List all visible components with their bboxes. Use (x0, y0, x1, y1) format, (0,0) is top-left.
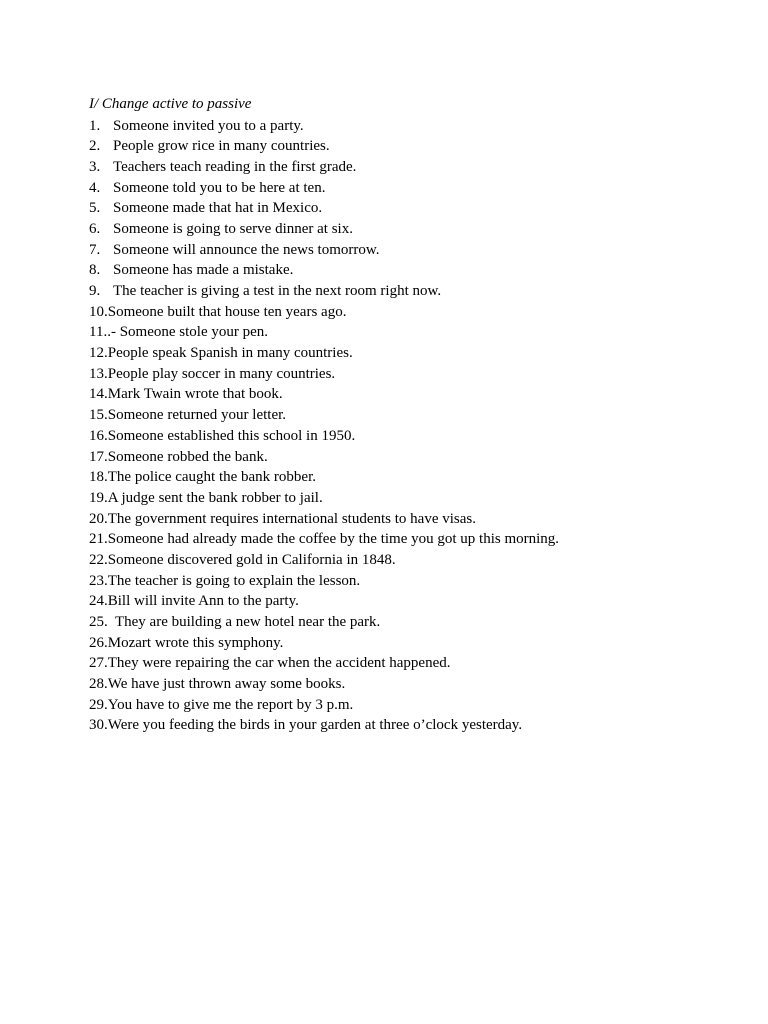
item-sentence: A judge sent the bank robber to jail. (107, 489, 323, 506)
item-sentence: The teacher is going to explain the lesson. (107, 572, 361, 589)
item-sentence: Someone made that hat in Mexico. (113, 200, 323, 217)
item-sentence: People play soccer in many countries. (107, 365, 336, 382)
item-sentence: Teachers teach reading in the first grade. (113, 158, 357, 175)
item-number: 10. (89, 303, 108, 320)
item-number: 28. (89, 676, 108, 693)
item-number: 24. (89, 593, 108, 610)
item-sentence: People speak Spanish in many countries. (107, 345, 353, 362)
item-sentence: You have to give me the report by 3 p.m. (107, 696, 354, 713)
exercise-list (89, 116, 559, 737)
exercise-item (89, 343, 559, 364)
item-number: 3. (89, 158, 101, 175)
item-sentence: They were repairing the car when the accident happened. (107, 655, 451, 672)
exercise-item (89, 550, 559, 571)
item-number: 17. (89, 448, 108, 465)
exercise-item (89, 653, 559, 674)
item-number: 16. (89, 427, 108, 444)
exercise-item (89, 467, 559, 488)
item-sentence: They are building a new hotel near the park. (107, 614, 381, 630)
item-number: 18. (89, 469, 108, 486)
exercise-item (89, 674, 559, 695)
exercise-item (89, 509, 559, 530)
exercise-item (89, 384, 559, 405)
item-number: 11..- (89, 324, 116, 341)
item-number: 15. (89, 407, 108, 424)
item-number: 22. (89, 551, 108, 568)
item-number: 12. (89, 345, 108, 362)
item-number: 20. (89, 510, 108, 527)
item-number: 4. (89, 179, 101, 196)
item-number: 13. (89, 365, 108, 382)
exercise-item (89, 281, 559, 302)
exercise-item (89, 240, 559, 261)
item-sentence: Someone has made a mistake. (113, 262, 294, 279)
item-number: 14. (89, 386, 108, 403)
item-sentence: The government requires international students to have visas. (107, 510, 476, 527)
exercise-item (89, 302, 559, 323)
exercise-item (89, 591, 559, 612)
item-sentence: Someone established this school in 1950. (107, 427, 356, 444)
item-sentence: Mark Twain wrote that book. (107, 386, 283, 403)
exercise-item (89, 322, 559, 343)
exercise-item (89, 178, 559, 199)
exercise-item (89, 612, 559, 633)
exercise-item (89, 426, 559, 447)
item-sentence: People grow rice in many countries. (113, 138, 330, 155)
item-number: 29. (89, 696, 108, 713)
item-sentence: Someone built that house ten years ago. (107, 303, 347, 320)
item-sentence: We have just thrown away some books. (107, 676, 346, 693)
item-sentence: Were you feeding the birds in your garden at three o’clock yesterday. (107, 717, 523, 734)
item-sentence: The police caught the bank robber. (107, 469, 317, 486)
item-number: 19. (89, 489, 108, 506)
exercise-item (89, 571, 559, 592)
item-sentence: The teacher is giving a test in the next room right now. (113, 283, 442, 299)
item-number: 26. (89, 634, 108, 651)
exercise-item (89, 116, 559, 137)
item-number: 6. (89, 220, 101, 237)
item-number: 27. (89, 655, 108, 672)
exercise-item (89, 488, 559, 509)
exercise-item (89, 364, 559, 385)
item-sentence: Bill will invite Ann to the party. (107, 593, 299, 610)
item-sentence: Mozart wrote this symphony. (107, 634, 284, 651)
item-sentence: Someone returned your letter. (107, 407, 287, 424)
exercise-item (89, 136, 559, 157)
item-number: 1. (89, 117, 101, 134)
exercise-heading: I/ Change active to passive (89, 96, 252, 112)
exercise-item (89, 529, 559, 550)
item-sentence: Someone stole your pen. (115, 324, 269, 341)
item-number: 8. (89, 262, 101, 279)
item-sentence: Someone will announce the news tomorrow. (113, 241, 380, 258)
item-sentence: Someone robbed the bank. (107, 448, 268, 465)
exercise-item (89, 633, 559, 654)
item-sentence: Someone had already made the coffee by the time you got up this morning. (107, 531, 560, 548)
exercise-item (89, 198, 559, 219)
exercise-item (89, 405, 559, 426)
exercise-item (89, 447, 559, 468)
item-number: 7. (89, 241, 101, 258)
exercise-item (89, 715, 559, 736)
item-sentence: Someone told you to be here at ten. (113, 179, 326, 196)
item-number: 23. (89, 572, 108, 589)
exercise-item (89, 260, 559, 281)
item-number: 30. (89, 717, 108, 734)
item-sentence: Someone invited you to a party. (113, 117, 304, 134)
item-sentence: Someone is going to serve dinner at six. (113, 220, 353, 237)
item-number: 5. (89, 200, 101, 217)
item-number: 25. (89, 614, 108, 630)
exercise-item (89, 157, 559, 178)
item-number: 2. (89, 138, 101, 155)
exercise-item (89, 695, 559, 716)
item-sentence: Someone discovered gold in California in 1848. (107, 551, 396, 568)
item-number: 21. (89, 531, 108, 548)
item-number: 9. (89, 283, 101, 299)
exercise-item (89, 219, 559, 240)
